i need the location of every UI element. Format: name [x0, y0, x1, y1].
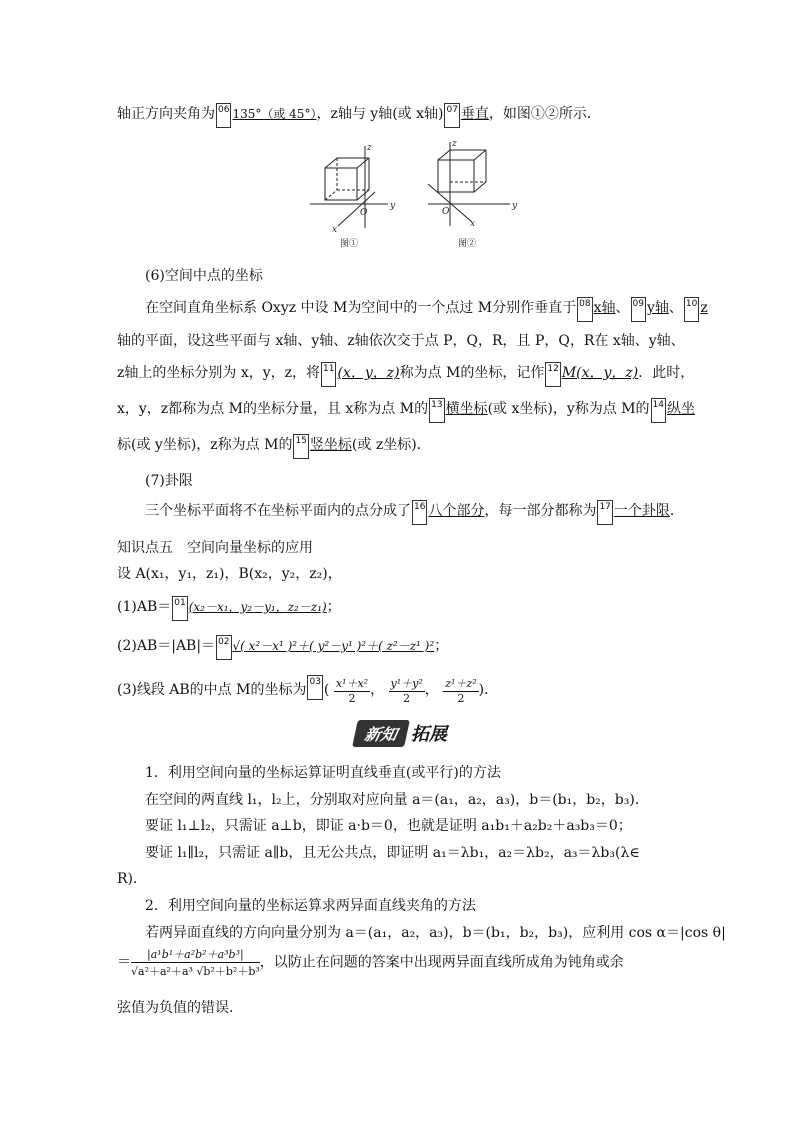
text: (1)AB＝ [117, 599, 172, 615]
text: 三个坐标平面将不在坐标平面内的点分成了 [145, 503, 411, 519]
text: z轴上的坐标分别为 x，y，z，将 [117, 365, 321, 381]
answer: 竖坐标 [309, 437, 352, 453]
blank-number: 09 [631, 297, 646, 322]
answer: x轴 [593, 300, 616, 316]
origin-label: O [360, 208, 368, 218]
paragraph-line [145, 297, 708, 322]
blank-number: 02 [216, 635, 231, 660]
axis-label-y: y [512, 201, 518, 211]
text: x，y，z都称为点 M的坐标分量，且 x称为点 M的 [117, 401, 429, 417]
paragraph-line: 若两异面直线的方向向量分别为 a＝(a₁，a₂，a₃)，b＝(b₁，b₂，b₃)，应利用 cos α＝|cos θ| [145, 925, 726, 941]
section-badge [355, 720, 447, 746]
text: ； [434, 638, 449, 654]
blank-number: 14 [651, 398, 666, 423]
paragraph-line: 设 A(x₁，y₁，z₁)，B(x₂，y₂，z₂)， [117, 566, 342, 582]
formula-line [117, 635, 448, 660]
badge-light: 拓展 [411, 724, 448, 745]
answer: 八个部分 [428, 503, 485, 519]
answer: (x₂－x₁，y₂－y₁，z₂－z₁) [188, 600, 327, 614]
ext-title: 2．利用空间向量的坐标运算求两异面直线夹角的方法 [145, 898, 476, 914]
axis-label-x: x [470, 219, 476, 229]
text: ＝ [117, 954, 131, 971]
text: ．此时， [638, 365, 695, 381]
line-angle [117, 103, 601, 128]
blank-number: 01 [172, 596, 187, 621]
blank-number: 03 [307, 675, 322, 700]
blank-number: 15 [293, 434, 308, 459]
text: 、 [615, 300, 630, 316]
blank-number: 17 [597, 500, 612, 525]
formula-line: (3)线段 AB的中点 M的坐标为 03 ( $\frac{\text{x¹＋x²}}{2}$ ， $\frac{\text{y¹＋y²}}{2}$ ， $\frac{\text{z¹＋z²}}{2}$ )． [117, 677, 499, 705]
formula-line [117, 946, 624, 979]
text: 标 [117, 437, 131, 453]
text: ． [669, 503, 684, 519]
formula-line [117, 596, 341, 621]
figure-diagrams [300, 138, 530, 253]
blank-number: 16 [412, 500, 427, 525]
fraction: $\frac{\text{z¹＋z²}}{2}$ [445, 677, 477, 705]
text: ，如图①②所示． [488, 106, 601, 122]
paragraph-line: 弦值为负值的错误． [117, 1000, 243, 1016]
paragraph-line [145, 500, 684, 525]
text: (3)线段 AB的中点 M的坐标为 [117, 682, 307, 698]
answer: √( x²－x¹ )²＋( y²－y¹ )²＋( z²－z¹ )² [232, 639, 435, 653]
axis-label-x: x [332, 225, 338, 235]
axis-label-z: z [452, 139, 457, 149]
paragraph-line [117, 362, 694, 387]
answer: 135°（或 45°） [232, 107, 317, 121]
paragraph-line: 轴的平面，设这些平面与 x轴、y轴、z轴依次交于点 P，Q，R，且 P，Q，R在 x轴、y轴、 [117, 333, 685, 349]
text: ，z轴与 y轴(或 x轴) [316, 106, 444, 122]
figure-1 [310, 146, 388, 228]
blank-number: 10 [684, 297, 699, 322]
text: 轴正方向夹角为 [117, 106, 215, 122]
text: 称为点 M的坐标，记作 [399, 365, 545, 381]
section-title: (7)卦限 [145, 473, 193, 489]
paragraph-line: 要证 l₁∥l₂，只需证 a∥b，且无公共点，即证明 a₁＝λb₁，a₂＝λb₂，a₃＝λb₃(λ∈ [145, 845, 640, 861]
figure-2 [428, 142, 510, 226]
paragraph-line: 在空间的两直线 l₁，l₂上，分别取对应向量 a＝(a₁，a₂，a₃)，b＝(b₁，b₂，b₃)． [145, 792, 649, 808]
paragraph-line [117, 398, 695, 423]
text: 在空间直角坐标系 Oxyz 中设 M为空间中的一个点过 M分别作垂直于 [145, 300, 577, 316]
text: ，每一部分都称为 [484, 503, 597, 519]
figure-caption: 图② [458, 239, 477, 249]
badge-dark: 新知 [352, 720, 410, 747]
fraction: $\frac{\text{x¹＋x²}}{2}$ [335, 677, 369, 705]
figure-caption: 图① [340, 239, 359, 249]
paragraph-line: R)． [117, 871, 148, 887]
text: (2)AB＝|AB|＝ [117, 638, 216, 654]
text: ，以防止在问题的答案中出现两异面直线所成角为钝角或余 [259, 954, 624, 971]
knowledge-point-title: 知识点五 空间向量坐标的应用 [117, 540, 313, 556]
answer: z [700, 300, 708, 316]
answer: 纵坐 [666, 401, 695, 417]
blank-number: 11 [321, 362, 336, 387]
blank-number: 12 [545, 362, 560, 387]
answer: 垂直 [460, 106, 489, 122]
paragraph-line: 要证 l₁⊥l₂，只需证 a⊥b，即证 a·b＝0，也就是证明 a₁b₁＋a₂b₂＋a₃b₃＝0； [145, 818, 632, 834]
text: (或 z坐标)． [351, 437, 431, 453]
text: 、 [668, 300, 683, 316]
blank-number: 13 [429, 398, 444, 423]
section-title: (6)空间中点的坐标 [145, 268, 263, 284]
text: (或 x坐标)，y称为点 M的 [487, 401, 650, 417]
answer: (x，y，z) [337, 365, 400, 381]
answer: 横坐标 [445, 401, 488, 417]
blank-number: 06 [216, 103, 231, 128]
ext-title: 1．利用空间向量的坐标运算证明直线垂直(或平行)的方法 [145, 765, 501, 781]
answer: 一个卦限 [613, 503, 670, 519]
fraction: $\frac{\text{|a¹b¹＋a²b²＋a³b³|}}{\text{√a²＋a²＋a³ √b²＋b²＋b³}}$ [131, 948, 260, 978]
answer: y轴 [646, 300, 669, 316]
answer: M(x，y，z) [561, 365, 639, 381]
axis-label-z: z [367, 143, 372, 153]
blank-number: 08 [577, 297, 592, 322]
axis-label-y: y [390, 201, 396, 211]
paragraph-line [117, 434, 431, 459]
blank-number: 07 [444, 103, 459, 128]
fraction: $\frac{\text{y¹＋y²}}{2}$ [390, 677, 423, 705]
text: (或 y坐标)，z称为点 M的 [131, 437, 293, 453]
text: ； [326, 599, 341, 615]
origin-label: O [442, 207, 450, 217]
